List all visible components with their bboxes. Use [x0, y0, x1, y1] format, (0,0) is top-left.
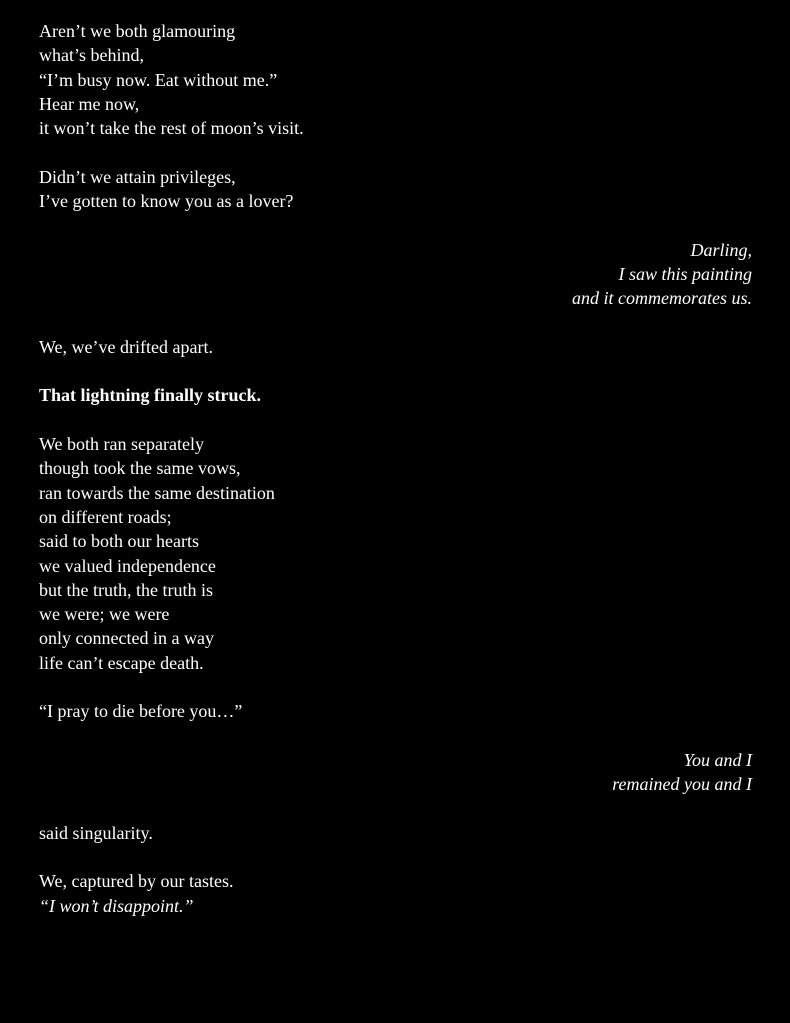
stanza-6 [39, 432, 752, 675]
poem-line: on different roads; [39, 506, 172, 527]
stanza-break [39, 213, 752, 237]
poem-line: I’ve gotten to know you as a lover? [39, 191, 294, 212]
stanza-break [39, 797, 752, 821]
poem-line: I saw this painting [618, 263, 752, 284]
poem-line: said to both our hearts [39, 531, 199, 552]
stanza-2 [39, 165, 752, 214]
poem-line: Hear me now, [39, 93, 140, 114]
poem-line: ran towards the same destination [39, 482, 275, 503]
stanza-4 [39, 335, 752, 359]
poem-line: remained you and I [612, 774, 752, 795]
poem-line: We, captured by our tastes. [39, 871, 234, 892]
poem-line: We both ran separately [39, 434, 204, 455]
poem-line: You and I [683, 749, 752, 770]
poem-line: “I pray to die before you…” [39, 701, 243, 722]
poem-line: Darling, [690, 239, 752, 260]
poem-body [39, 19, 752, 918]
poem-line: We, we’ve drifted apart. [39, 336, 213, 357]
stanza-7 [39, 699, 752, 723]
poem-line: “I won’t disappoint.” [39, 895, 194, 916]
poem-line: it won’t take the rest of moon’s visit. [39, 118, 304, 139]
poem-line: “I’m busy now. Eat without me.” [39, 69, 278, 90]
poem-line: but the truth, the truth is [39, 579, 213, 600]
stanza-break [39, 408, 752, 432]
poem-line: though took the same vows, [39, 458, 241, 479]
stanza-break [39, 724, 752, 748]
stanza-3 [39, 238, 752, 311]
poem-line: we valued independence [39, 555, 216, 576]
stanza-break [39, 675, 752, 699]
stanza-11 [39, 894, 752, 918]
poem-line: Aren’t we both glamouring [39, 21, 236, 41]
poem-line: and it commemorates us. [572, 288, 752, 309]
stanza-break [39, 140, 752, 164]
stanza-10 [39, 869, 752, 893]
stanza-8 [39, 748, 752, 797]
stanza-break [39, 845, 752, 869]
stanza-9 [39, 821, 752, 845]
poem-line: life can’t escape death. [39, 652, 204, 673]
stanza-break [39, 311, 752, 335]
stanza-break [39, 359, 752, 383]
poem-line: said singularity. [39, 822, 153, 843]
poem-line: only connected in a way [39, 628, 214, 649]
stanza-5 [39, 383, 752, 407]
poem-line: what’s behind, [39, 45, 144, 66]
poem-line: Didn’t we attain privileges, [39, 166, 236, 187]
poem-line: we were; we were [39, 604, 170, 625]
poem-line: That lightning finally struck. [39, 385, 262, 406]
stanza-1 [39, 19, 752, 140]
